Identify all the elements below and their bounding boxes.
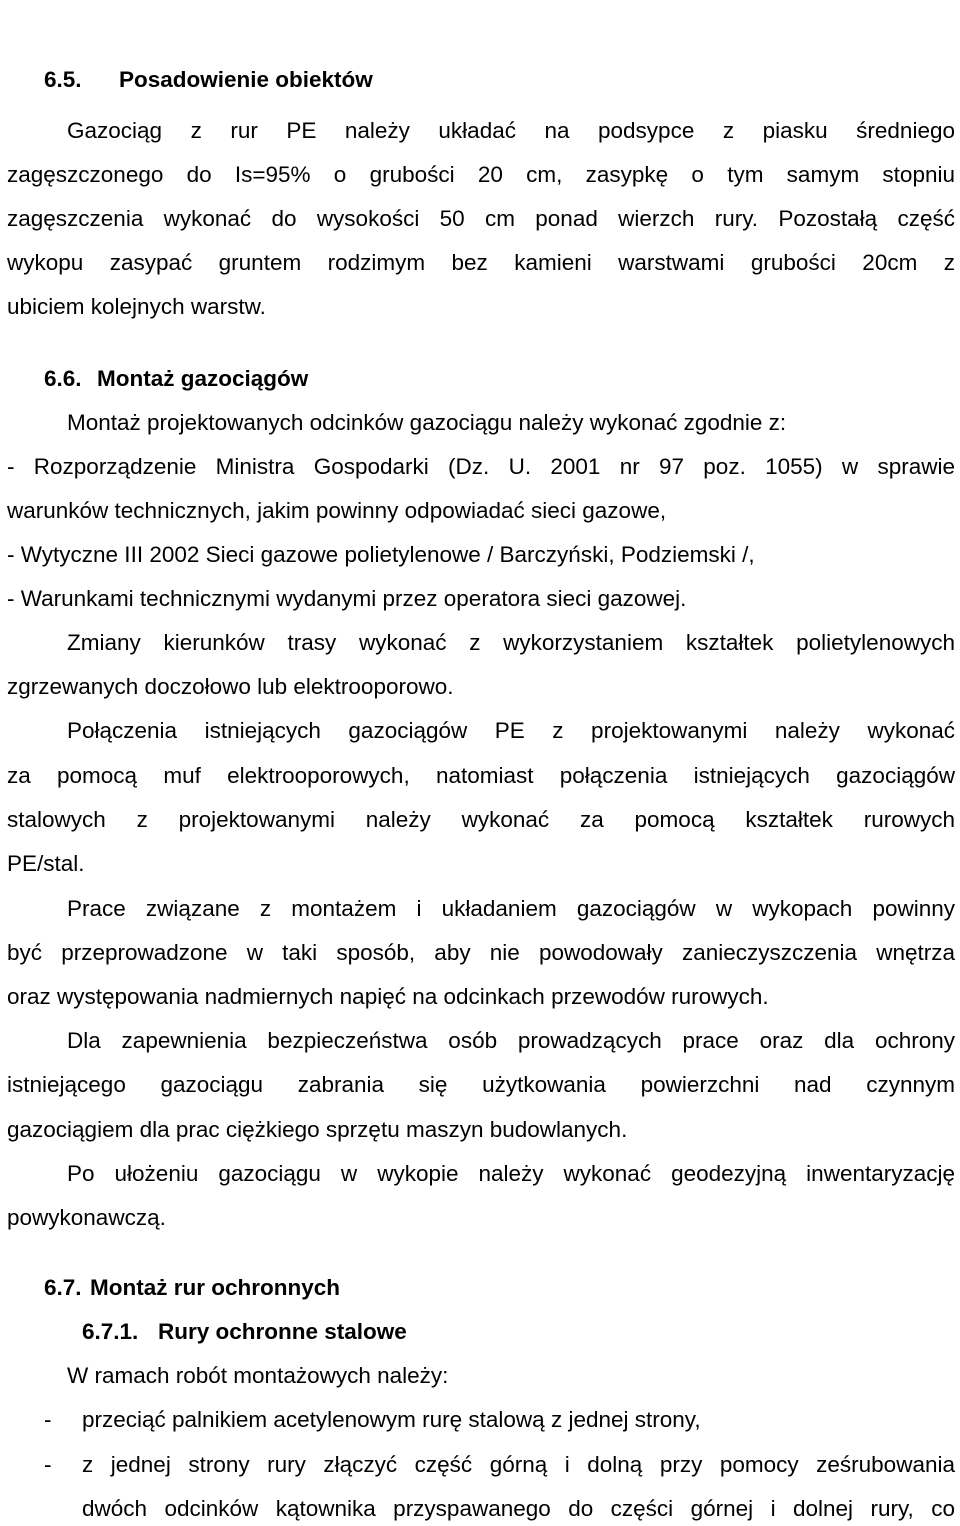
paragraph-line: za pomocą muf elektrooporowych, natomiast połączenia istniejących gazociągów bbox=[7, 763, 955, 788]
section-title: Montaż gazociągów bbox=[97, 366, 309, 391]
list-item: z jednej strony rury złączyć część górną i dolną przy pomocy ześrubowania bbox=[82, 1452, 955, 1477]
section-number: 6.6. bbox=[44, 366, 82, 391]
paragraph-line: Zmiany kierunków trasy wykonać z wykorzystaniem kształtek polietylenowych bbox=[67, 630, 955, 655]
list-item: przeciąć palnikiem acetylenowym rurę stalową z jednej strony, bbox=[82, 1407, 701, 1432]
paragraph-line: stalowych z projektowanymi należy wykonać za pomocą kształtek rurowych bbox=[7, 807, 955, 832]
paragraph-line: wykopu zasypać gruntem rodzimym bez kamieni warstwami grubości 20cm z bbox=[7, 250, 955, 275]
section-heading-6-5 bbox=[44, 66, 373, 94]
paragraph-line: warunków technicznych, jakim powinny odpowiadać sieci gazowe, bbox=[7, 498, 667, 523]
section-title: Posadowienie obiektów bbox=[119, 67, 373, 92]
paragraph-line: być przeprowadzone w taki sposób, aby nie powodowały zanieczyszczenia wnętrza bbox=[7, 940, 955, 965]
paragraph-line: Gazociąg z rur PE należy układać na podsypce z piasku średniego bbox=[67, 118, 955, 143]
paragraph-line: zagęszczonego do Is=95% o grubości 20 cm, zasypkę o tym samym stopniu bbox=[7, 162, 955, 187]
paragraph-line: oraz występowania nadmiernych napięć na odcinkach przewodów rurowych. bbox=[7, 984, 769, 1009]
section-heading-6-7 bbox=[44, 1274, 340, 1302]
paragraph-line: Montaż projektowanych odcinków gazociągu należy wykonać zgodnie z: bbox=[67, 410, 787, 435]
paragraph-line: - Rozporządzenie Ministra Gospodarki (Dz. U. 2001 nr 97 poz. 1055) w sprawie bbox=[7, 454, 955, 479]
section-number: 6.5. bbox=[44, 67, 82, 92]
paragraph-line: Połączenia istniejących gazociągów PE z projektowanymi należy wykonać bbox=[67, 718, 955, 743]
paragraph-line: Po ułożeniu gazociągu w wykopie należy wykonać geodezyjną inwentaryzację bbox=[67, 1161, 955, 1186]
paragraph-line: - Wytyczne III 2002 Sieci gazowe polietylenowe / Barczyński, Podziemski /, bbox=[7, 542, 755, 567]
paragraph-line: ubiciem kolejnych warstw. bbox=[7, 294, 266, 319]
paragraph-line: - Warunkami technicznymi wydanymi przez operatora sieci gazowej. bbox=[7, 586, 687, 611]
section-title: Montaż rur ochronnych bbox=[90, 1275, 341, 1300]
paragraph-line: gazociągiem dla prac ciężkiego sprzętu maszyn budowlanych. bbox=[7, 1117, 628, 1142]
paragraph-line: Prace związane z montażem i układaniem gazociągów w wykopach powinny bbox=[67, 896, 955, 921]
section-number: 6.7. bbox=[44, 1275, 82, 1300]
section-heading-6-7-1 bbox=[82, 1318, 407, 1346]
paragraph-line: zgrzewanych doczołowo lub elektrooporowo. bbox=[7, 674, 454, 699]
paragraph-line: powykonawczą. bbox=[7, 1205, 166, 1230]
section-heading-6-6 bbox=[44, 365, 308, 393]
paragraph-line: zagęszczenia wykonać do wysokości 50 cm ponad wierzch rury. Pozostałą część bbox=[7, 206, 955, 231]
bullet-marker: - bbox=[44, 1407, 52, 1432]
paragraph-line: PE/stal. bbox=[7, 851, 85, 876]
paragraph-line: Dla zapewnienia bezpieczeństwa osób prowadzących prace oraz dla ochrony bbox=[67, 1028, 955, 1053]
section-number: 6.7.1. bbox=[82, 1319, 139, 1344]
list-intro: W ramach robót montażowych należy: bbox=[67, 1363, 449, 1388]
section-title: Rury ochronne stalowe bbox=[158, 1319, 407, 1344]
list-item-continuation: dwóch odcinków kątownika przyspawanego do części górnej i dolnej rury, co bbox=[82, 1496, 955, 1521]
bullet-marker: - bbox=[44, 1452, 52, 1477]
paragraph-line: istniejącego gazociągu zabrania się użytkowania powierzchni nad czynnym bbox=[7, 1072, 955, 1097]
